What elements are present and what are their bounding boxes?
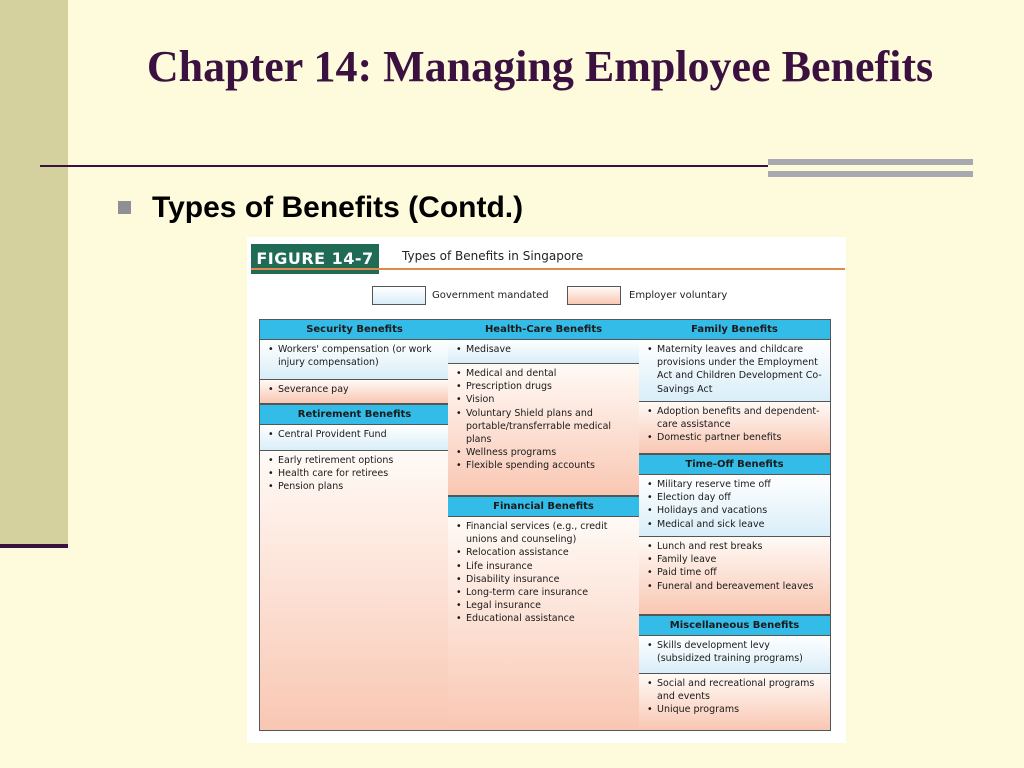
benefits-figure — [247, 237, 846, 743]
employer-voluntary-cell — [639, 674, 830, 730]
section-header: Family Benefits — [639, 320, 830, 340]
benefit-item: • Long-term care insurance — [456, 586, 635, 599]
benefit-item: • Wellness programs — [456, 446, 635, 459]
legend-employer-label: Employer voluntary — [629, 290, 728, 301]
employer-voluntary-cell — [260, 380, 449, 404]
benefit-item: • Funeral and bereavement leaves — [647, 580, 826, 593]
benefit-item: • Medical and sick leave — [647, 518, 826, 531]
legend-government-label: Government mandated — [432, 290, 549, 301]
benefit-item: • Voluntary Shield plans and portable/transferrable medical plans — [456, 407, 635, 447]
employer-voluntary-cell — [260, 451, 449, 730]
benefit-item: • Disability insurance — [456, 573, 635, 586]
benefit-item: • Relocation assistance — [456, 546, 635, 559]
benefit-item: • Family leave — [647, 553, 826, 566]
bullet-square-icon — [118, 201, 131, 214]
slide-title: Chapter 14: Managing Employee Benefits — [146, 42, 934, 91]
benefit-item: • Legal insurance — [456, 599, 635, 612]
left-accent-line — [0, 544, 68, 548]
legend-government-swatch — [372, 286, 426, 305]
government-mandated-cell — [260, 425, 449, 451]
benefit-item: • Severance pay — [268, 383, 445, 396]
benefit-item: • Pension plans — [268, 480, 445, 493]
column-security-retirement — [259, 319, 450, 731]
benefit-item: • Lunch and rest breaks — [647, 540, 826, 553]
benefit-item: • Health care for retirees — [268, 467, 445, 480]
benefit-item: • Workers' compensation (or work injury compensation) — [268, 343, 445, 369]
benefit-item: • Vision — [456, 393, 635, 406]
column-health-financial — [448, 319, 640, 731]
benefit-item: • Social and recreational programs and events — [647, 677, 826, 703]
benefit-item: • Military reserve time off — [647, 478, 826, 491]
benefit-item: • Medical and dental — [456, 367, 635, 380]
figure-title: Types of Benefits in Singapore — [402, 249, 584, 263]
benefit-item: • Medisave — [456, 343, 635, 356]
section-header: Miscellaneous Benefits — [639, 615, 830, 636]
benefit-item: • Central Provident Fund — [268, 428, 445, 441]
benefit-item: • Domestic partner benefits — [647, 431, 826, 444]
benefit-item: • Adoption benefits and dependent-care assistance — [647, 405, 826, 431]
benefit-item: • Educational assistance — [456, 612, 635, 625]
employer-voluntary-cell — [639, 537, 830, 615]
title-divider — [40, 165, 768, 167]
government-mandated-cell — [260, 340, 449, 380]
employer-voluntary-cell — [639, 402, 830, 454]
government-mandated-cell — [639, 340, 830, 402]
section-header: Security Benefits — [260, 320, 449, 340]
benefit-item: • Election day off — [647, 491, 826, 504]
benefit-item: • Prescription drugs — [456, 380, 635, 393]
bullet-text: Types of Benefits (Contd.) — [152, 191, 524, 224]
benefit-item: • Skills development levy (subsidized training programs) — [647, 639, 826, 665]
benefit-item: • Life insurance — [456, 560, 635, 573]
government-mandated-cell — [639, 636, 830, 674]
benefit-item: • Paid time off — [647, 566, 826, 579]
benefit-item: • Financial services (e.g., credit unions and counseling) — [456, 520, 635, 546]
section-header: Retirement Benefits — [260, 404, 449, 425]
government-mandated-cell — [639, 475, 830, 537]
section-header: Health-Care Benefits — [448, 320, 639, 340]
benefit-item: • Unique programs — [647, 703, 826, 716]
figure-title-rule — [251, 268, 845, 270]
benefit-item: • Maternity leaves and childcare provisions under the Employment Act and Children Development Co-Savings Act — [647, 343, 826, 396]
title-divider-gray-top — [768, 159, 973, 165]
benefit-item: • Early retirement options — [268, 454, 445, 467]
section-header: Financial Benefits — [448, 496, 639, 517]
figure-badge: FIGURE 14-7 — [251, 244, 379, 274]
employer-voluntary-cell — [448, 364, 639, 496]
benefit-item: • Holidays and vacations — [647, 504, 826, 517]
left-decorative-bar — [0, 0, 68, 544]
government-mandated-cell — [448, 340, 639, 364]
column-family-timeoff-misc — [639, 319, 831, 731]
section-header: Time-Off Benefits — [639, 454, 830, 475]
legend-employer-swatch — [567, 286, 621, 305]
benefit-item: • Flexible spending accounts — [456, 459, 635, 472]
employer-voluntary-cell — [448, 517, 639, 730]
title-divider-gray-bottom — [768, 171, 973, 177]
